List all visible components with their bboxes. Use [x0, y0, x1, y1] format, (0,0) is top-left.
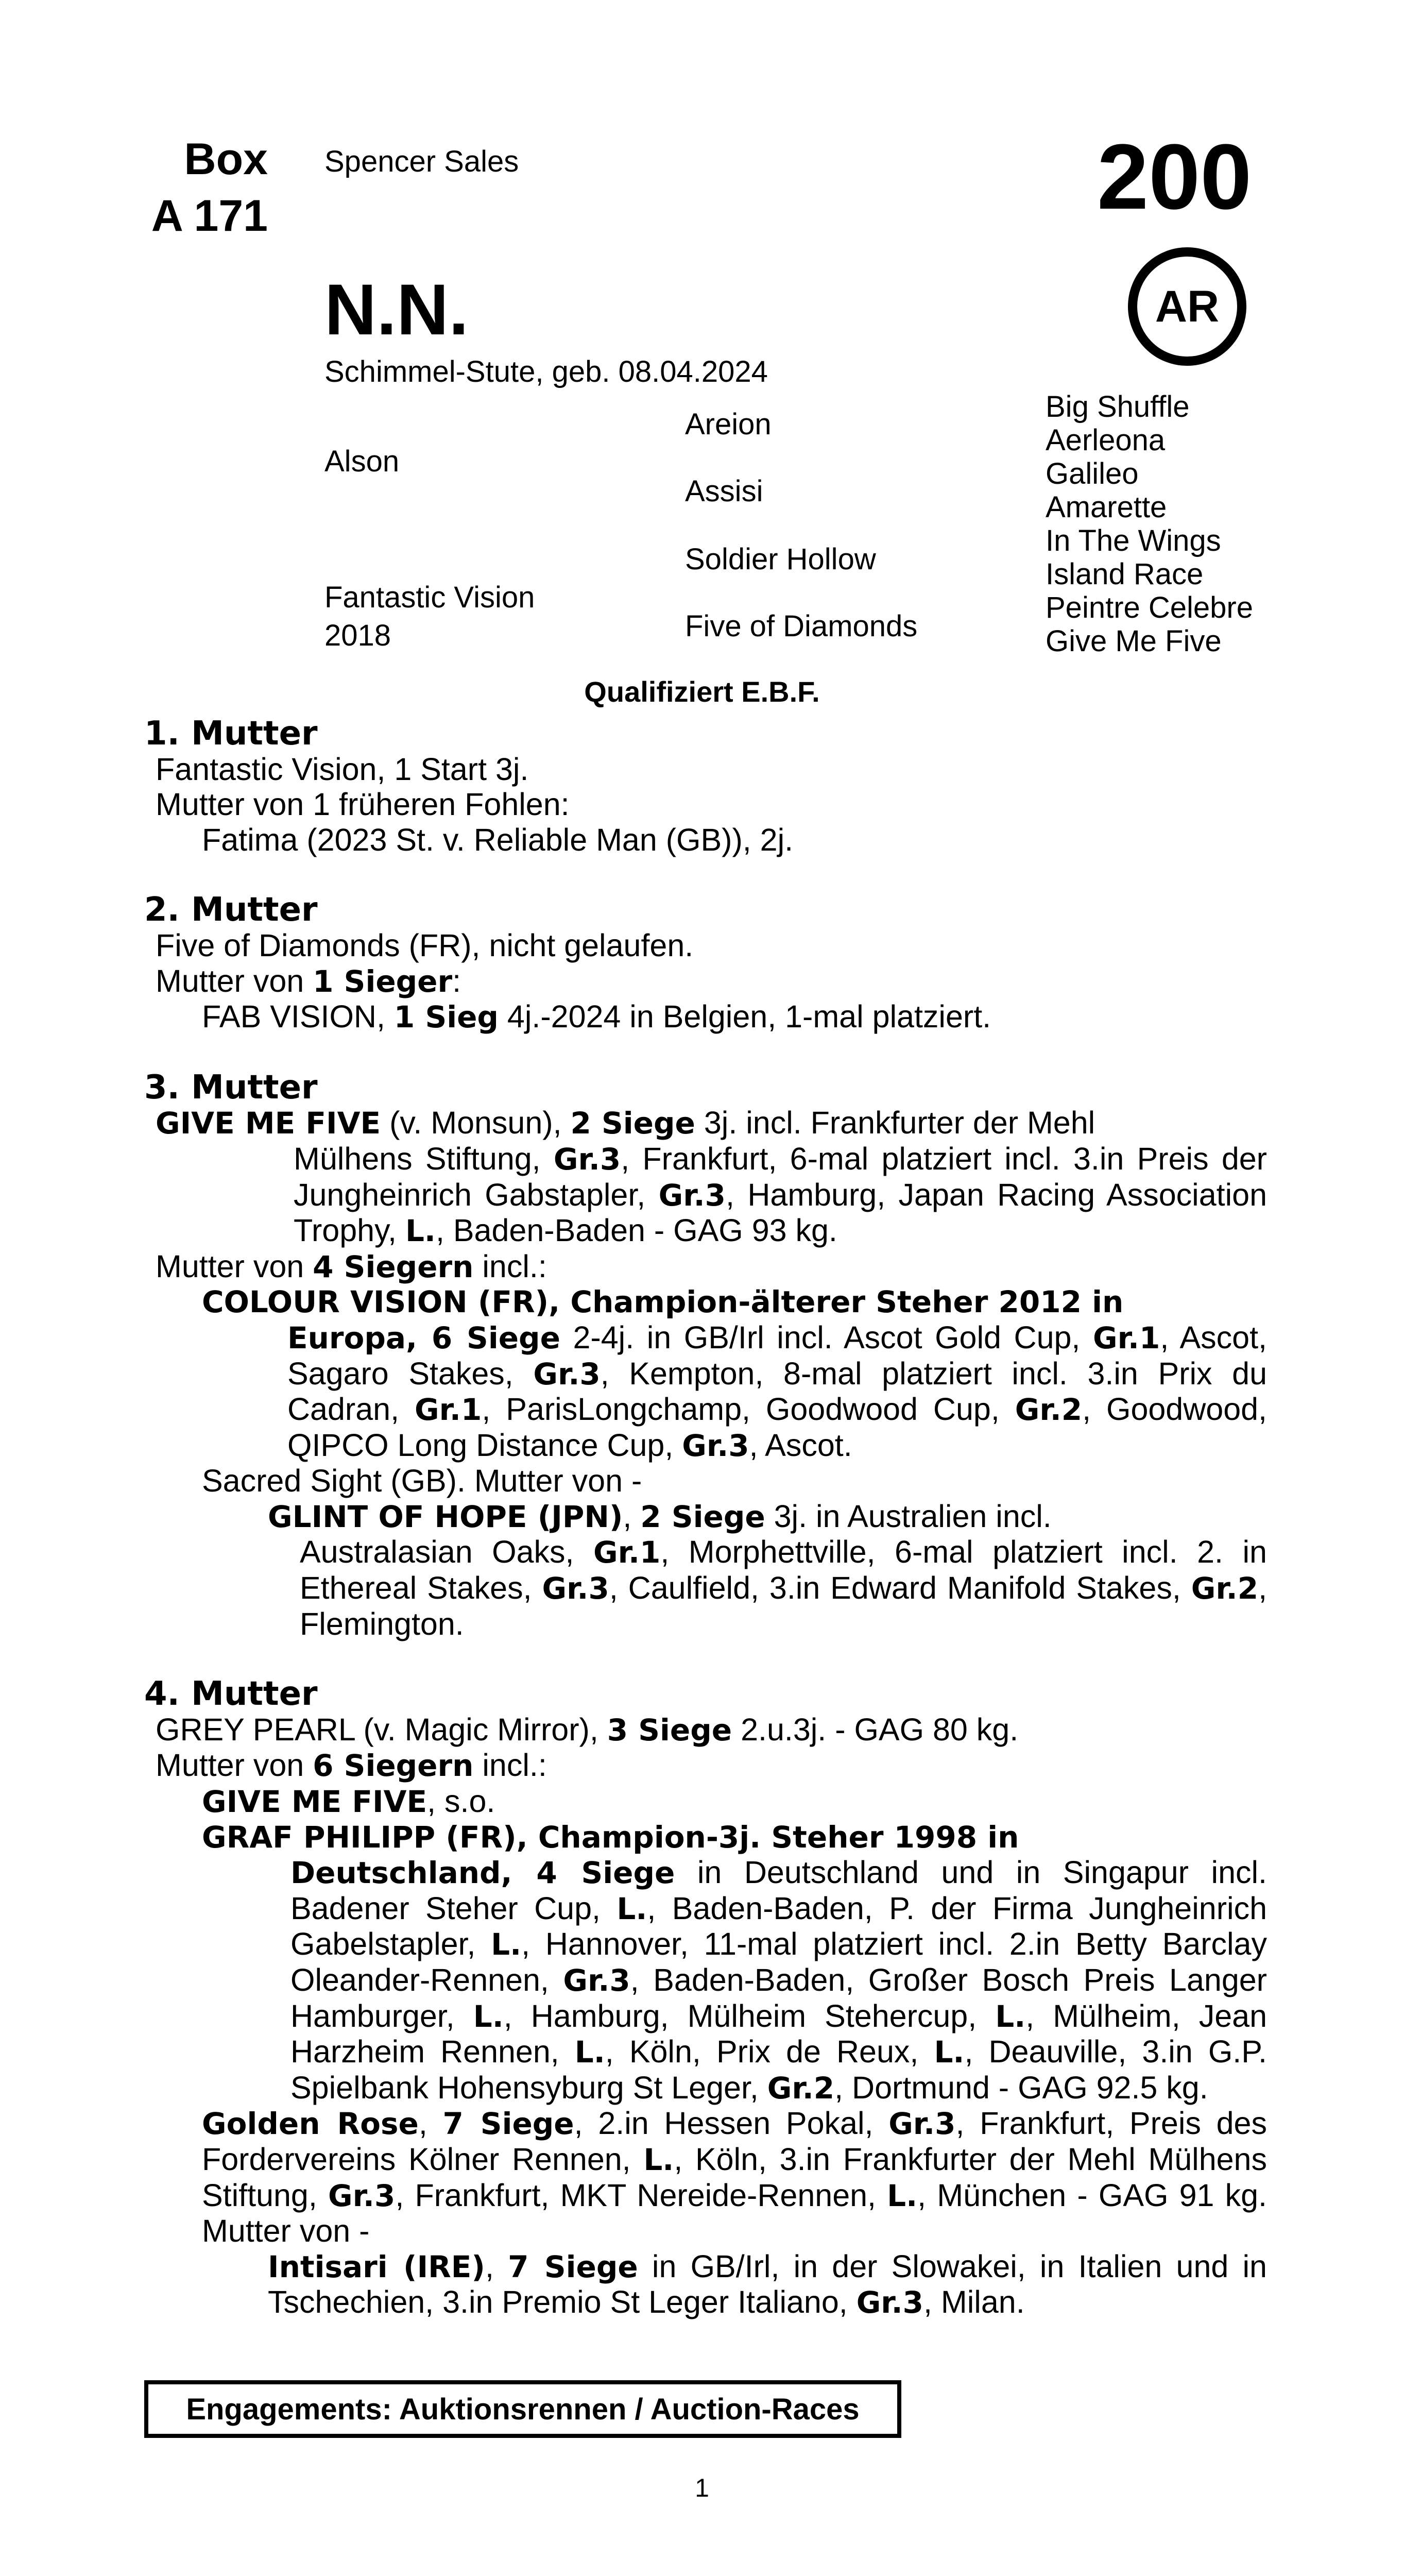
section-heading: 4. Mutter: [144, 1675, 318, 1714]
record-line: Mutter von 1 Sieger:: [156, 963, 461, 999]
horse-description: Schimmel-Stute, geb. 08.04.2024: [324, 355, 768, 388]
pedigree-grandsire: Soldier Hollow: [685, 543, 876, 576]
pedigree-grandsire: Assisi: [685, 474, 763, 508]
pedigree-ancestor: Aerleona: [1046, 423, 1166, 457]
box-number: A 171: [151, 191, 268, 241]
record-entry: GIVE ME FIVE (v. Monsun), 2 Siege 3j. incl. Frankfurter der Mehl Mülhens Stiftung, Gr.3, Frankfurt, 6-mal platziert incl. 3.in Preis der Jungheinrich Gabstapler, Gr.3, Hamburg, Japan Racing Association Trophy, L., Baden-Baden - GAG 93 kg.: [156, 1105, 1267, 1249]
section-heading: 3. Mutter: [144, 1068, 318, 1107]
engagements-text: Engagements: Auktionsrennen / Auction-Races: [186, 2392, 860, 2426]
pedigree-grandsire: Five of Diamonds: [685, 609, 918, 643]
pedigree-sire: Alson: [324, 445, 400, 478]
qualification-note: Qualifiziert E.B.F.: [584, 675, 820, 708]
record-entry: COLOUR VISION (FR), Champion-älterer Steher 2012 in Europa, 6 Siege 2-4j. in GB/Irl incl. Ascot Gold Cup, Gr.1, Ascot, Sagaro Stakes, Gr.3, Kempton, 8-mal platziert incl. 3.in Prix du Cadran, Gr.1, ParisLongchamp, Goodwood Cup, Gr.2, Goodwood, QIPCO Long Distance Cup, Gr.3, Ascot.: [202, 1284, 1268, 1463]
record-line: Five of Diamonds (FR), nicht gelaufen.: [156, 927, 694, 963]
section-heading: 1. Mutter: [144, 715, 318, 753]
record-line: Mutter von 4 Siegern incl.:: [156, 1248, 547, 1284]
section-heading: 2. Mutter: [144, 891, 318, 929]
pedigree-ancestor: Galileo: [1046, 457, 1139, 490]
pedigree-ancestor: Big Shuffle: [1046, 390, 1190, 423]
family-record: [144, 716, 1267, 2320]
record-line: Mutter von 6 Siegern incl.:: [156, 1748, 547, 1784]
horse-name: N.N.: [324, 269, 469, 350]
pedigree-ancestor: In The Wings: [1046, 524, 1221, 557]
record-entry: Golden Rose, 7 Siege, 2.in Hessen Pokal, Gr.3, Frankfurt, Preis des Fordervereins Kölner Rennen, L., Köln, 3.in Frankfurter der Mehl Mülhens Stiftung, Gr.3, Frankfurt, MKT Nereide-Rennen, L., München - GAG 91 kg. Mutter von -: [202, 2106, 1268, 2249]
pedigree-grandsire: Areion: [685, 408, 772, 441]
pedigree-ancestor: Amarette: [1046, 490, 1167, 524]
pedigree-ancestor: Peintre Celebre: [1046, 591, 1253, 624]
lot-number: 200: [1097, 125, 1252, 229]
record-entry: Intisari (IRE), 7 Siege in GB/Irl, in der Slowakei, in Italien und in Tschechien, 3.in Premio St Leger Italiano, Gr.3, Milan.: [268, 2248, 1267, 2320]
box-label: Box: [184, 134, 268, 184]
seller: Spencer Sales: [324, 145, 519, 178]
engagements-box: [144, 2380, 901, 2438]
record-line: Fantastic Vision, 1 Start 3j.: [156, 751, 529, 787]
pedigree-ancestor: Island Race: [1046, 557, 1204, 591]
pedigree-ancestor: Give Me Five: [1046, 624, 1222, 658]
page-number: 1: [695, 2473, 709, 2502]
record-line: GREY PEARL (v. Magic Mirror), 3 Siege 2.u.3j. - GAG 80 kg.: [156, 1711, 1019, 1748]
pedigree-dam-year: 2018: [324, 619, 391, 652]
record-line: GIVE ME FIVE, s.o.: [202, 1784, 495, 1820]
pedigree-dam: Fantastic Vision: [324, 581, 535, 614]
country-badge: [1128, 247, 1246, 366]
record-line: Fatima (2023 St. v. Reliable Man (GB)), 2j.: [202, 822, 794, 857]
record-entry: GLINT OF HOPE (JPN), 2 Siege 3j. in Australien incl. Australasian Oaks, Gr.1, Morphettville, 6-mal platziert incl. 2. in Ethereal Stakes, Gr.3, Caulfield, 3.in Edward Manifold Stakes, Gr.2, Flemington.: [268, 1498, 1268, 1641]
record-entry: GRAF PHILIPP (FR), Champion-3j. Steher 1998 in Deutschland, 4 Siege in Deutschland und in Singapur incl. Badener Steher Cup, L., Baden-Baden, P. der Firma Jungheinrich Gabelstapler, L., Hannover, 11-mal platziert incl. 2.in Betty Barclay Oleander-Rennen, Gr.3, Baden-Baden, Großer Bosch Preis Langer Hamburger, L., Hamburg, Mülheim Stehercup, L., Mülheim, Jean Harzheim Rennen, L., Köln, Prix de Reux, L., Deauville, 3.in G.P. Spielbank Hohensyburg St Leger, Gr.2, Dortmund - GAG 92.5 kg.: [202, 1819, 1268, 2106]
record-line: Mutter von 1 früheren Fohlen:: [156, 787, 570, 822]
record-line: Sacred Sight (GB). Mutter von -: [202, 1463, 642, 1499]
record-line: FAB VISION, 1 Sieg 4j.-2024 in Belgien, 1-mal platziert.: [202, 999, 991, 1035]
country-badge-text: AR: [1155, 281, 1220, 331]
